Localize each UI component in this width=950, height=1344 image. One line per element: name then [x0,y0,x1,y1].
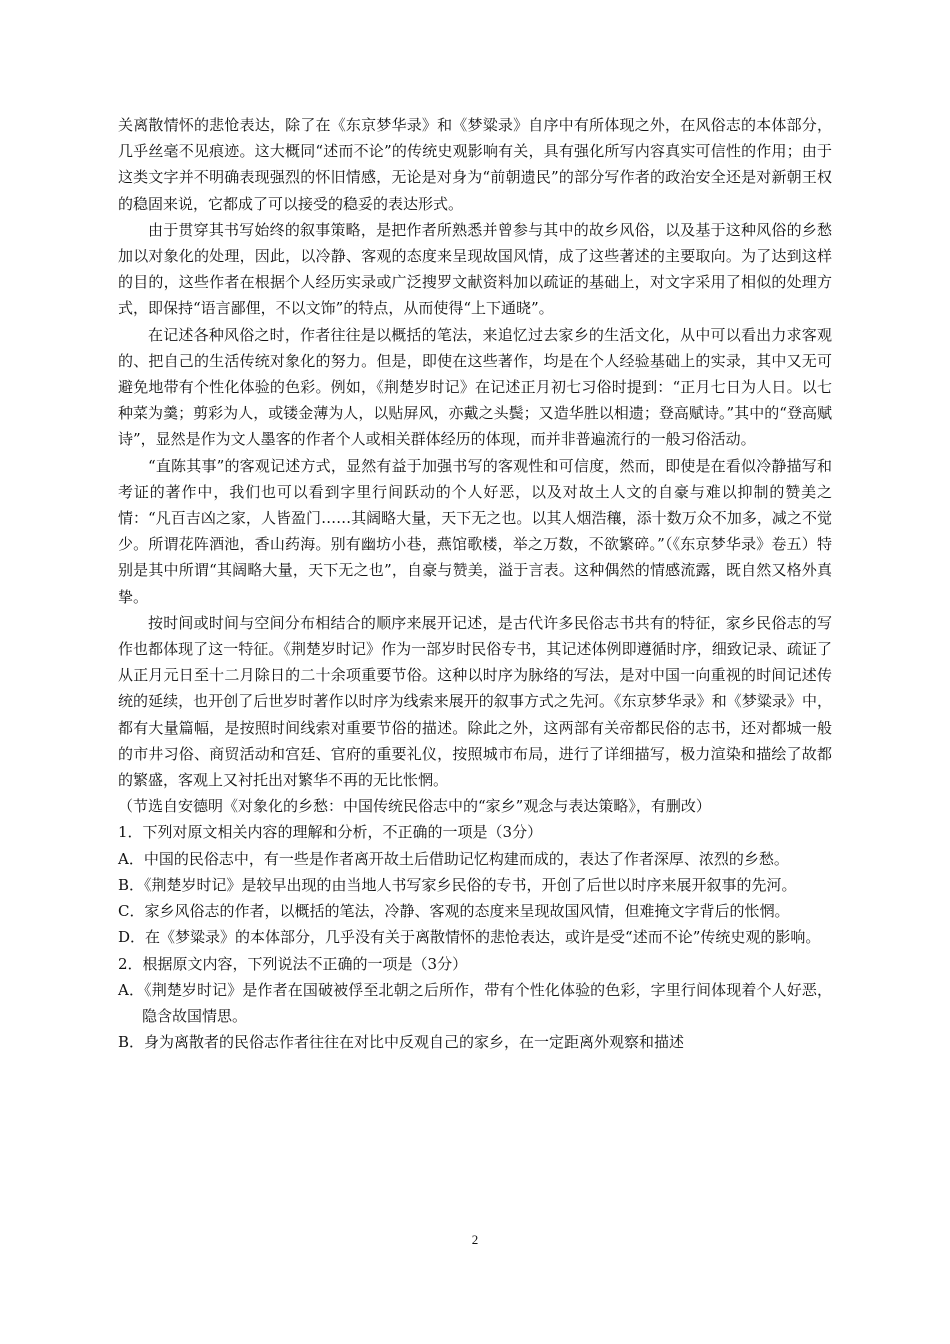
question-2-option-b: B．身为离散者的民俗志作者往往在对比中反观自己的家乡，在一定距离外观察和描述 [118,1033,685,1052]
question-1-option-a: A．中国的民俗志中，有一些是作者离开故土后借助记忆构建而成的，表达了作者深厚、浓烈的乡愁。 [118,849,789,868]
source-citation: （节选自安德明《对象化的乡愁：中国传统民俗志中的“家乡”观念与表达策略》，有删改） [118,797,711,816]
question-1-option-b: B．《荆楚岁时记》是较早出现的由当地人书写家乡民俗的专书，开创了后世以时序来展开叙事的先河。 [118,875,797,894]
question-1 [118,819,832,950]
question-stem: 2．根据原文内容，下列说法不正确的一项是（3分） [118,954,468,973]
paragraph-2: 由于贯穿其书写始终的叙事策略，是把作者所熟悉并曾参与其中的故乡风俗，以及基于这种风俗的乡愁加以对象化的处理，因此，以冷静、客观的态度来呈现故国风情，成了这些著述的主要取向。为了达到这样的目的，这些作者在根据个人经历实录或广泛搜罗文献资料加以疏证的基础上，对文字采用了相似的处理方式，即保持“语言鄙俚，不以文饰”的特点，从而使得“上下通晓”。 [118,220,832,318]
page-number: 2 [471,1232,479,1247]
paragraph-1: 关离散情怀的悲怆表达，除了在《东京梦华录》和《梦粱录》自序中有所体现之外，在风俗志的本体部分，几乎丝毫不见痕迹。这大概同“述而不论”的传统史观影响有关，具有强化所写内容真实可信性的作用；由于这类文字并不明确表现强烈的怀旧情感，无论是对身为“前朝遗民”的部分写作者的政治安全还是对新朝王权的稳固来说，它都成了可以接受的稳妥的表达形式。 [118,116,832,213]
question-2 [118,951,832,1056]
question-stem: 1．下列对原文相关内容的理解和分析，不正确的一项是（3分） [118,823,543,842]
question-1-option-d: D．在《梦粱录》的本体部分，几乎没有关于离散情怀的悲怆表达，或许是受“述而不论”传统史观的影响。 [118,928,821,947]
paragraph-3: 在记述各种风俗之时，作者往往是以概括的笔法，来追忆过去家乡的生活文化，从中可以看出力求客观的、把自己的生活传统对象化的努力。但是，即使在这些著作，均是在个人经验基础上的实录，其中又无可避免地带有个性化体验的色彩。例如，《荆楚岁时记》在记述正月初七习俗时提到：“正月七日为人日。以七种菜为羹；剪彩为人，或镂金薄为人，以贴屏风，亦戴之头鬓；又造华胜以相遗；登高赋诗。”其中的“登高赋诗”，显然是作为文人墨客的作者个人或相关群体经历的体现，而并非普遍流行的一般习俗活动。 [118,325,832,449]
paragraph-4: “直陈其事”的客观记述方式，显然有益于加强书写的客观性和可信度，然而，即使是在看似冷静描写和考证的著作中，我们也可以看到字里行间跃动的个人好恶，以及对故土人文的自豪与难以抑制的赞美之情：“凡百吉凶之家，人皆盈门……其阔略大量，天下无之也。以其人烟浩穰，添十数万众不加多，减之不觉少。所谓花阵酒池，香山药海。别有幽坊小巷，燕馆歌楼，举之万数，不欲繁碎。”（《东京梦华录》卷五）特别是其中所谓“其阔略大量，天下无之也”，自豪与赞美，溢于言表。这种偶然的情感流露，既自然又格外真挚。 [118,456,832,606]
question-1-option-c: C．家乡风俗志的作者，以概括的笔法，冷静、客观的态度来呈现故国风情，但难掩文字背后的怅惘。 [118,902,790,921]
document-page [118,112,832,1055]
question-2-option-a: A．《荆楚岁时记》是作者在国破被俘至北朝之后所作，带有个性化体验的色彩，字里行间体现着个人好恶，隐含故国情思。 [118,980,832,1025]
paragraph-5: 按时间或时间与空间分布相结合的顺序来展开记述，是古代许多民俗志书共有的特征，家乡民俗志的写作也都体现了这一特征。《荆楚岁时记》作为一部岁时民俗专书，其记述体例即遵循时序，细致记录、疏证了从正月元日至十二月除日的二十余项重要节俗。这种以时序为脉络的写法，是对中国一向重视的时间记述传统的延续，也开创了后世岁时著作以时序为线索来展开的叙事方式之先河。《东京梦华录》和《梦粱录》中，都有大量篇幅，是按照时间线索对重要节俗的描述。除此之外，这两部有关帝都民俗的志书，还对都城一般的市井习俗、商贸活动和宫廷、官府的重要礼仪，按照城市布局，进行了详细描写，极力渲染和描绘了故都的繁盛，客观上又衬托出对繁华不再的无比怅惘。 [118,613,832,790]
